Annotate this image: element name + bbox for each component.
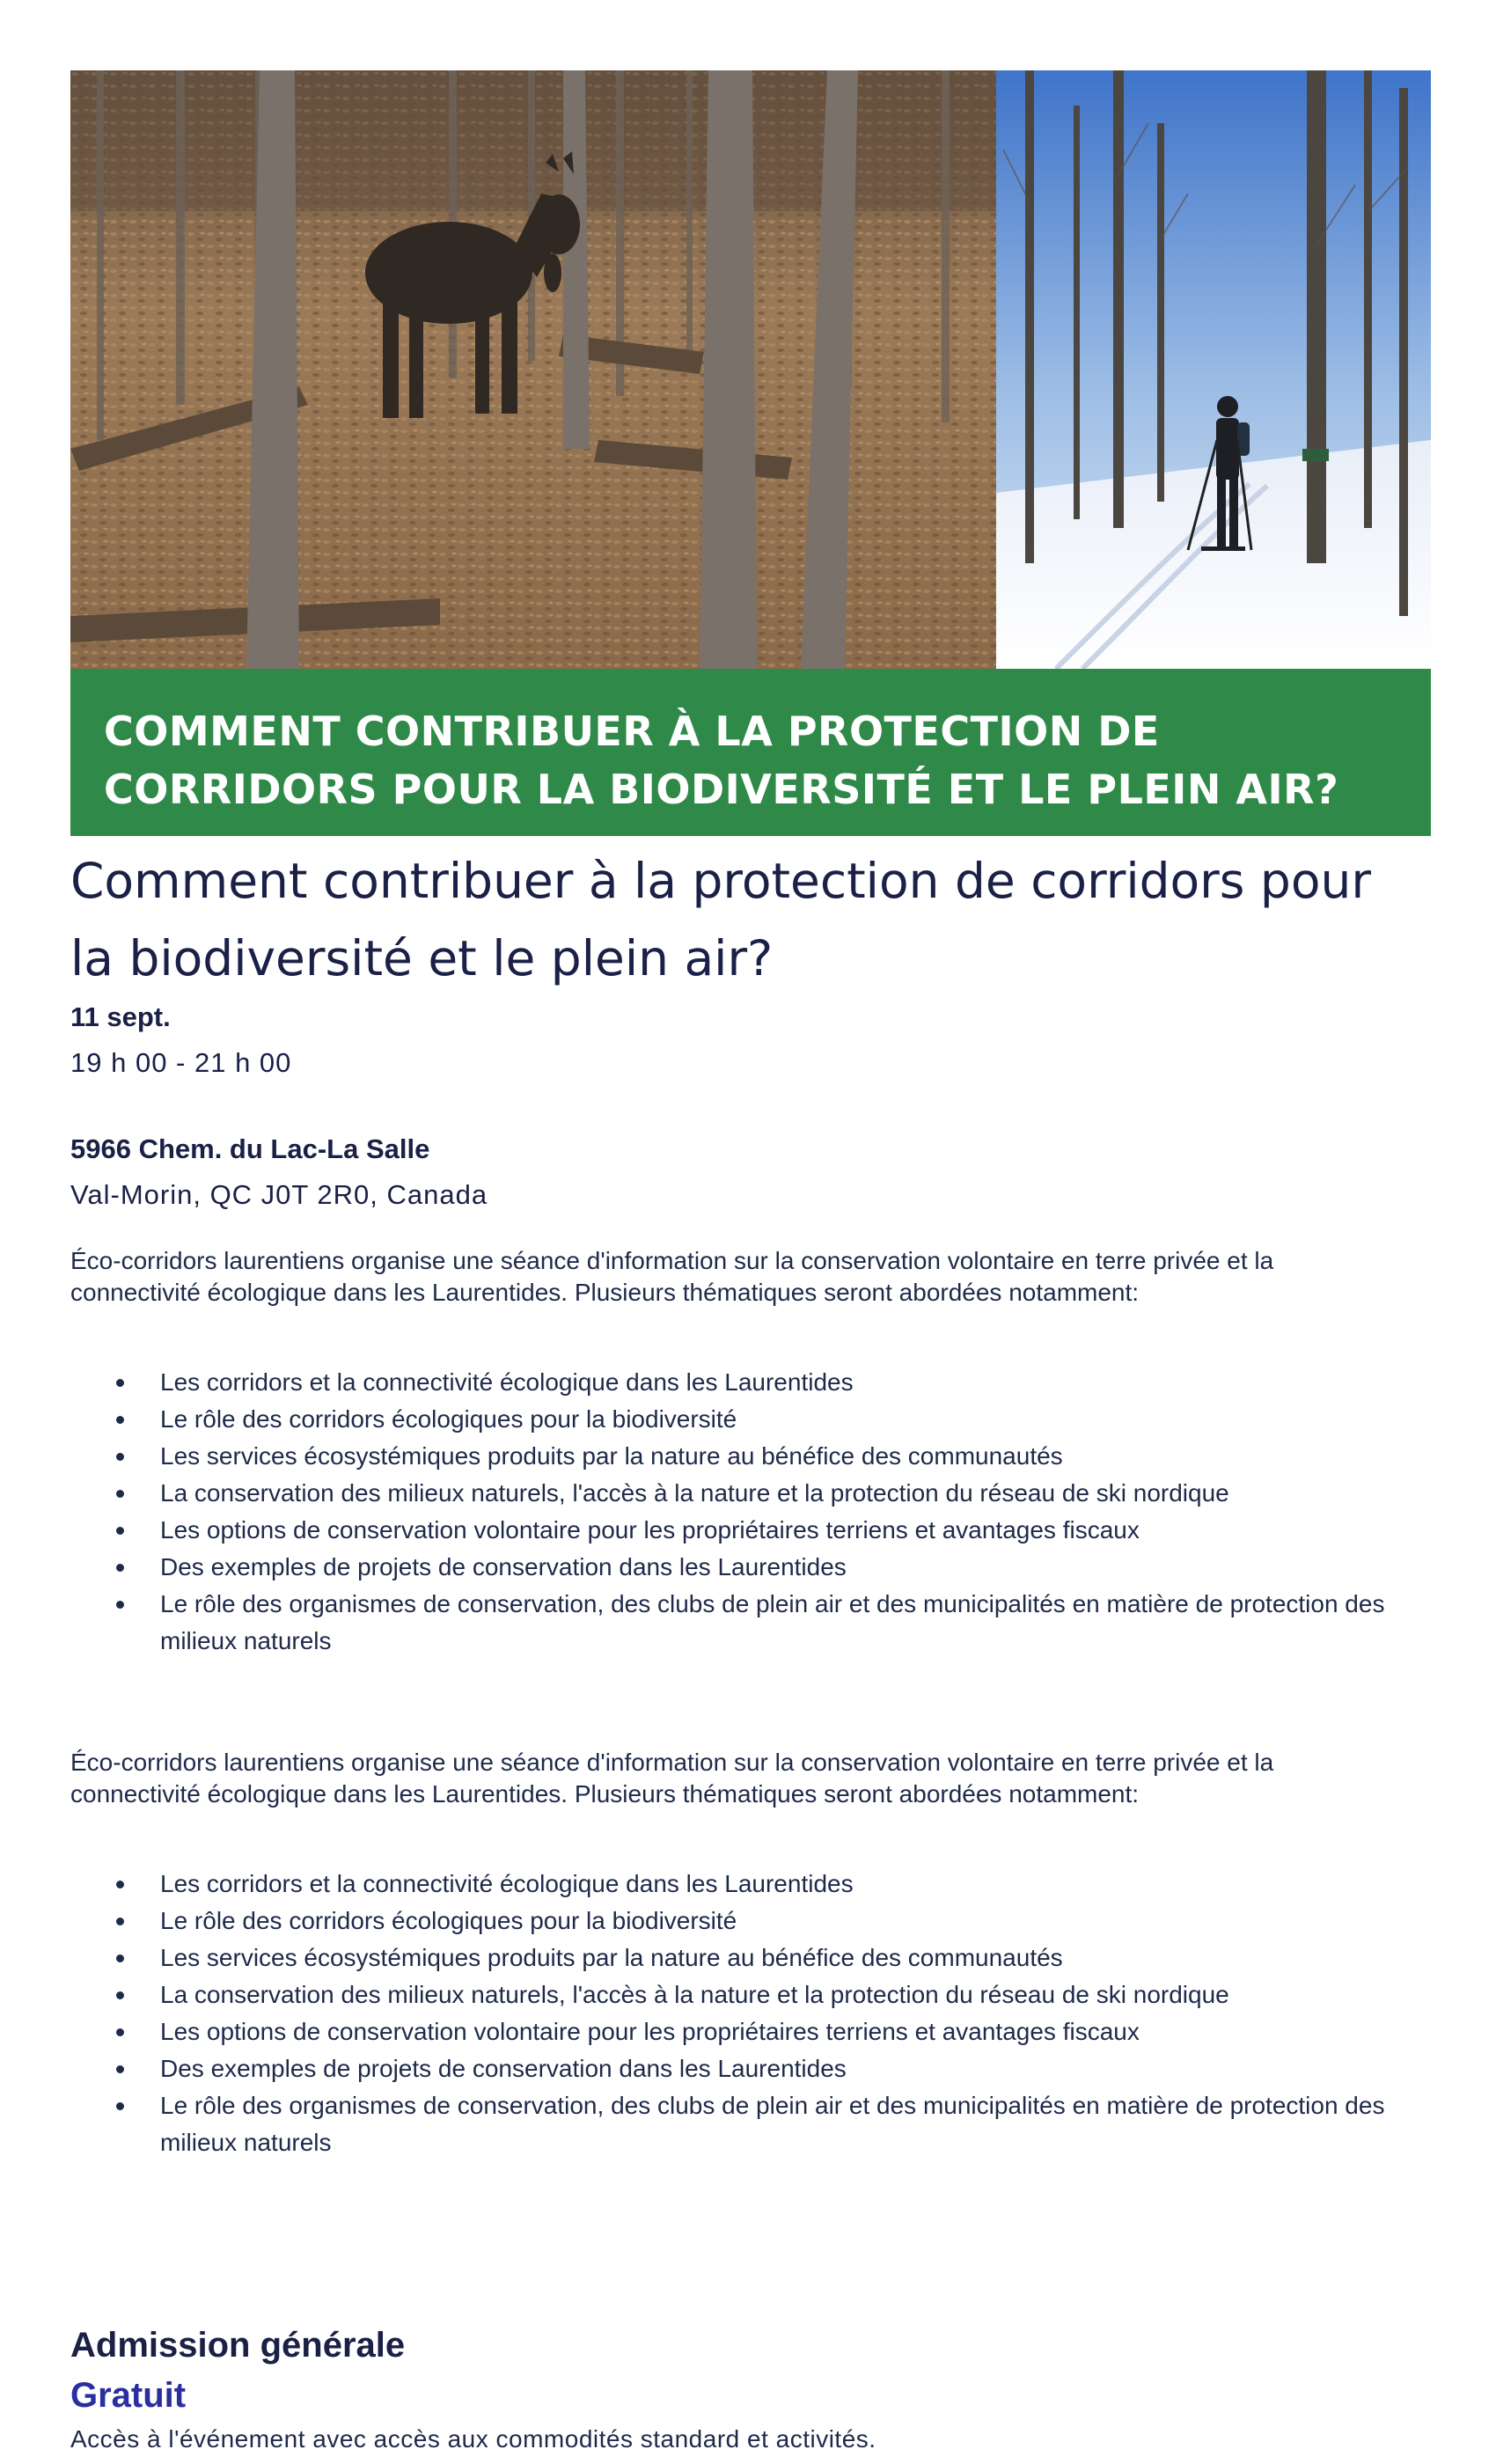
- admission-title: Admission générale: [70, 2326, 406, 2365]
- list-item: Les services écosystémiques produits par la nature au bénéfice des communautés: [160, 1438, 1427, 1475]
- list-item: Des exemples de projets de conservation dans les Laurentides: [160, 1549, 1427, 1586]
- banner-line-1: COMMENT CONTRIBUER À LA PROTECTION DE: [104, 708, 1160, 755]
- skier-photo: [996, 70, 1431, 669]
- list-item: Le rôle des corridors écologiques pour la biodiversité: [160, 1903, 1427, 1940]
- list-item: Les corridors et la connectivité écologique dans les Laurentides: [160, 1866, 1427, 1903]
- topics-list: [70, 1364, 1427, 1660]
- event-title: Comment contribuer à la protection de corridors pour la biodiversité et le plein air?: [70, 853, 1371, 986]
- list-item: Le rôle des organismes de conservation, des clubs de plein air et des municipalités en matière de protection des milieux naturels: [160, 2087, 1427, 2161]
- event-address-city: Val-Morin, QC J0T 2R0, Canada: [70, 1179, 488, 1210]
- list-item: Les corridors et la connectivité écologique dans les Laurentides: [160, 1364, 1427, 1401]
- topics-list: [70, 1866, 1427, 2161]
- event-date: 11 sept.: [70, 1001, 171, 1032]
- admission-description: Accès à l'événement avec accès aux commodités standard et activités.: [70, 2425, 876, 2453]
- moose-photo: [70, 70, 996, 669]
- list-item: La conservation des milieux naturels, l'accès à la nature et la protection du réseau de ski nordique: [160, 1976, 1427, 2013]
- list-item: Le rôle des organismes de conservation, des clubs de plein air et des municipalités en matière de protection des milieux naturels: [160, 1586, 1427, 1660]
- event-time: 19 h 00 - 21 h 00: [70, 1047, 292, 1078]
- list-item: Les services écosystémiques produits par la nature au bénéfice des communautés: [160, 1940, 1427, 1976]
- hero-banner: [70, 669, 1431, 836]
- banner-line-2: CORRIDORS POUR LA BIODIVERSITÉ ET LE PLEIN AIR?: [104, 766, 1339, 813]
- event-address-street: 5966 Chem. du Lac-La Salle: [70, 1133, 430, 1164]
- list-item: Le rôle des corridors écologiques pour la biodiversité: [160, 1401, 1427, 1438]
- event-page: [70, 70, 1431, 2453]
- admission-price: Gratuit: [70, 2376, 187, 2415]
- list-item: Les options de conservation volontaire pour les propriétaires terriens et avantages fiscaux: [160, 2013, 1427, 2050]
- list-item: Les options de conservation volontaire pour les propriétaires terriens et avantages fiscaux: [160, 1512, 1427, 1549]
- event-description: Éco-corridors laurentiens organise une séance d'information sur la conservation volontaire en terre privée et la connectivité écologique dans les Laurentides. Plusieurs thématiques seront abordées notamment:: [70, 1247, 1274, 1306]
- list-item: La conservation des milieux naturels, l'accès à la nature et la protection du réseau de ski nordique: [160, 1475, 1427, 1512]
- hero-photos: [70, 70, 1431, 669]
- list-item: Des exemples de projets de conservation dans les Laurentides: [160, 2050, 1427, 2087]
- event-description: Éco-corridors laurentiens organise une séance d'information sur la conservation volontaire en terre privée et la connectivité écologique dans les Laurentides. Plusieurs thématiques seront abordées notamment:: [70, 1749, 1274, 1808]
- hero-image: [70, 70, 1431, 836]
